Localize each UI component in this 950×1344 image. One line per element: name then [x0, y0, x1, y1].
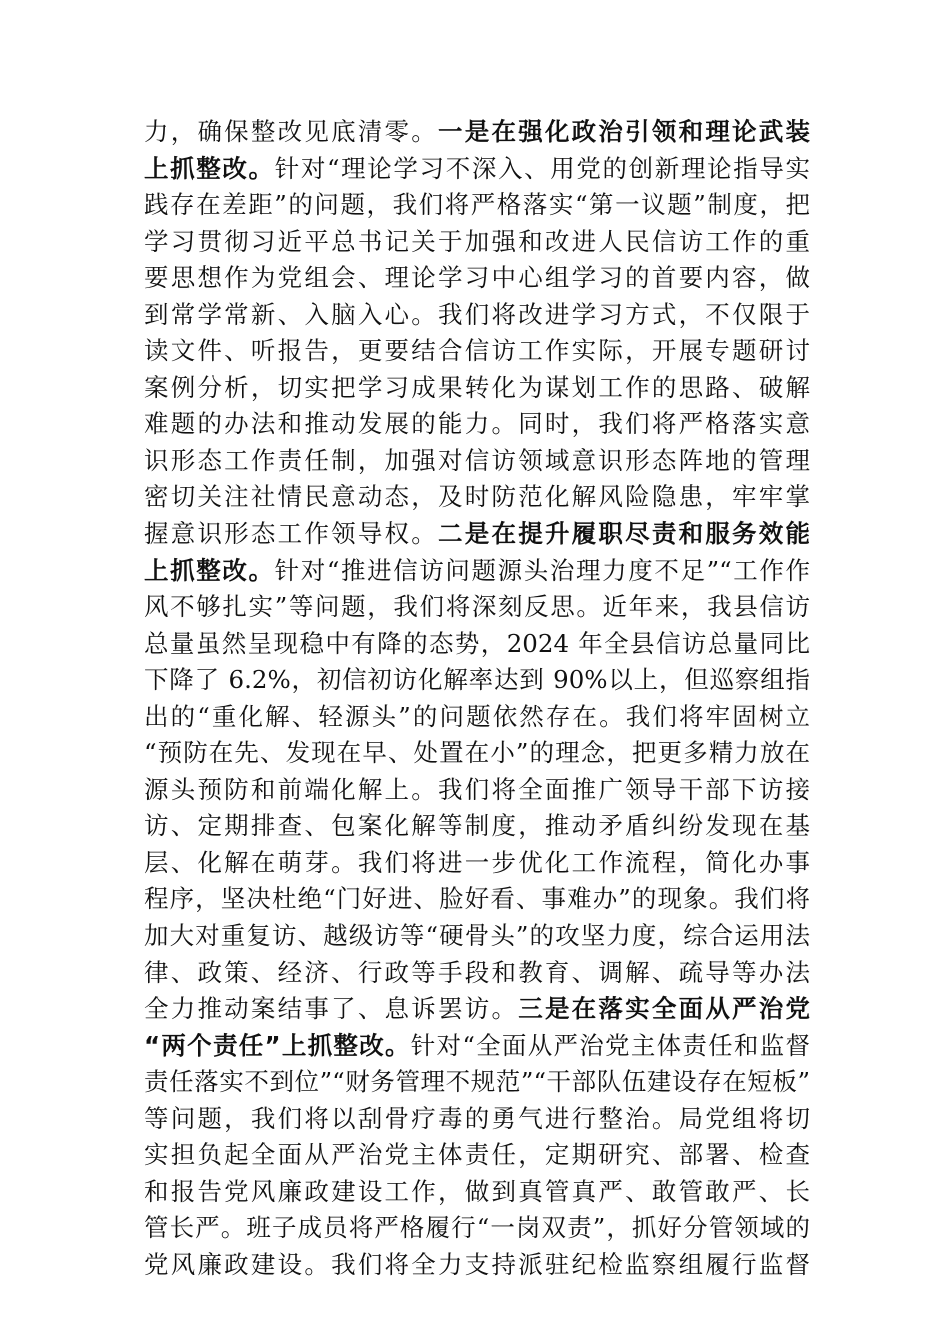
body-text-segment: 访、定期排查、包案化解等制度，推动矛盾纠纷发现在基	[144, 811, 810, 841]
bold-heading-text: 二是在提升履职尽责和服务效能	[438, 519, 810, 549]
text-line	[144, 370, 810, 407]
body-text-segment: 出的“重化解、轻源头”的问题依然存在。我们将牢固树立	[144, 701, 810, 731]
body-text-segment: 风不够扎实”等问题，我们将深刻反思。近年来，我县信访	[144, 592, 810, 622]
text-line	[144, 297, 810, 334]
text-line	[144, 808, 810, 845]
text-line	[144, 224, 810, 261]
body-text-segment: 学习贯彻习近平总书记关于加强和改进人民信访工作的重	[144, 226, 810, 256]
text-line	[144, 516, 810, 553]
body-text-segment: 党风廉政建设。我们将全力支持派驻纪检监察组履行监督	[144, 1249, 810, 1279]
body-text-segment: 和报告党风廉政建设工作，做到真管真严、敢管敢严、长	[144, 1176, 810, 1206]
body-text-segment: 管长严。班子成员将严格履行“一岗双责”，抓好分管领域的	[144, 1213, 810, 1243]
body-text-segment: 读文件、听报告，更要结合信访工作实际，开展专题研讨	[144, 336, 810, 366]
text-line	[144, 626, 810, 663]
text-line	[144, 1247, 810, 1284]
body-text-segment: 全力推动案结事了、息诉罢访。	[144, 994, 519, 1024]
text-line	[144, 406, 810, 443]
text-line	[144, 991, 810, 1028]
bold-heading-text: 上抓整改。	[144, 153, 275, 183]
body-text-segment: 到常学常新、入脑入心。我们将改进学习方式，不仅限于	[144, 299, 810, 329]
body-text-segment: 案例分析，切实把学习成果转化为谋划工作的思路、破解	[144, 372, 810, 402]
text-line	[144, 553, 810, 590]
text-line	[144, 479, 810, 516]
text-line	[144, 260, 810, 297]
body-text-segment: 等问题，我们将以刮骨疗毒的勇气进行整治。局党组将切	[144, 1103, 810, 1133]
text-line	[144, 735, 810, 772]
text-line	[144, 772, 810, 809]
text-line	[144, 699, 810, 736]
text-line	[144, 443, 810, 480]
text-line	[144, 1174, 810, 1211]
body-text-segment: 针对“理论学习不深入、用党的创新理论指导实	[274, 153, 810, 183]
bold-heading-text: 三是在落实全面从严治党	[518, 994, 810, 1024]
bold-heading-text: 一是在强化政治引领和理论武装	[438, 117, 810, 146]
body-text-segment: 程序，坚决杜绝“门好进、脸好看、事难办”的现象。我们将	[144, 884, 810, 914]
body-text-segment: 识形态工作责任制，加强对信访领域意识形态阵地的管理	[144, 445, 810, 475]
body-text-segment: 加大对重复访、越级访等“硬骨头”的攻坚力度，综合运用法	[144, 921, 810, 951]
text-line	[144, 1101, 810, 1138]
text-line	[144, 1137, 810, 1174]
body-text-segment: “预防在先、发现在早、处置在小”的理念，把更多精力放在	[144, 738, 810, 768]
text-line	[144, 662, 810, 699]
body-text-segment: 层、化解在萌芽。我们将进一步优化工作流程，简化办事	[144, 847, 810, 877]
body-text-segment: 责任落实不到位”“财务管理不规范”“干部队伍建设存在短板”	[144, 1067, 810, 1097]
text-line	[144, 845, 810, 882]
body-text-segment: 针对“全面从严治党主体责任和监督	[410, 1030, 810, 1060]
text-line	[144, 881, 810, 918]
text-line	[144, 333, 810, 370]
body-text-segment: 握意识形态工作领导权。	[144, 519, 439, 549]
body-text-segment: 密切关注社情民意动态，及时防范化解风险隐患，牢牢掌	[144, 482, 810, 512]
body-text-segment: 下降了 6.2%，初信初访化解率达到 90%以上，但巡察组指	[144, 665, 810, 695]
text-line	[144, 151, 810, 188]
body-text	[144, 114, 810, 1284]
text-line	[144, 187, 810, 224]
text-line	[144, 1210, 810, 1247]
body-text-segment: 践存在差距”的问题，我们将严格落实“第一议题”制度，把	[144, 190, 810, 220]
bold-heading-text: “两个责任”上抓整改。	[144, 1030, 411, 1060]
text-line	[144, 114, 810, 151]
body-text-segment: 力，确保整改见底清零。	[144, 117, 439, 146]
body-text-segment: 总量虽然呈现稳中有降的态势，2024 年全县信访总量同比	[144, 628, 810, 658]
body-text-segment: 源头预防和前端化解上。我们将全面推广领导干部下访接	[144, 774, 810, 804]
body-text-segment: 实担负起全面从严治党主体责任，定期研究、部署、检查	[144, 1140, 810, 1170]
text-line	[144, 918, 810, 955]
body-text-segment: 难题的办法和推动发展的能力。同时，我们将严格落实意	[144, 409, 810, 439]
text-line	[144, 955, 810, 992]
body-text-segment: 针对“推进信访问题源头治理力度不足”“工作作	[274, 555, 810, 585]
text-line	[144, 589, 810, 626]
text-line	[144, 1064, 810, 1101]
bold-heading-text: 上抓整改。	[144, 555, 275, 585]
body-text-segment: 律、政策、经济、行政等手段和教育、调解、疏导等办法	[144, 957, 810, 987]
body-text-segment: 要思想作为党组会、理论学习中心组学习的首要内容，做	[144, 263, 810, 293]
text-line	[144, 1028, 810, 1065]
